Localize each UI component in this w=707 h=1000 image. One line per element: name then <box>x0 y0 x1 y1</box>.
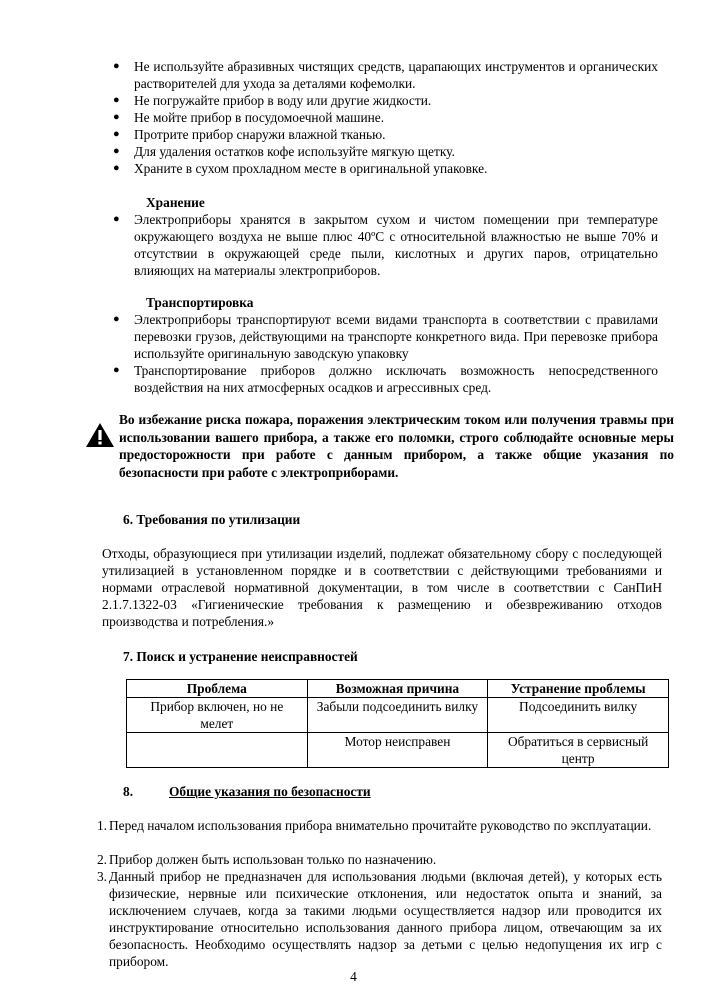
care-bullet-text: Не мойте прибор в посудомоечной машине. <box>134 110 385 125</box>
table-cell: Подсоединить вилку <box>488 698 669 733</box>
safety-heading: Общие указания по безопасности <box>169 784 371 799</box>
table-header-cell: Проблема <box>127 680 308 698</box>
bullet-icon: ● <box>113 60 120 72</box>
table-row <box>127 698 669 733</box>
safety-item-text: Прибор должен быть использован только по назначению. <box>109 852 437 867</box>
table-cell <box>127 733 308 768</box>
safety-item-text: Данный прибор не предназначен для использования людьми (включая детей), у которых есть физические, нервные или психические отклонения, или недостаток опыта и знаний, за исключением случаев, когда за такими людьми осуществляется надзор или проводится их инструктирование относительно использования данного прибора лицом, отвечающим за их безопасность. Необходимо осуществлять надзор за детьми с целью недопущения их игр с прибором. <box>109 869 662 969</box>
care-bullet-text: Не используйте абразивных чистящих средств, царапающих инструментов и органических растворителей для ухода за деталями кофемолки. <box>134 59 658 91</box>
care-bullet-text: Храните в сухом прохладном месте в оригинальной упаковке. <box>134 161 488 176</box>
troubleshooting-heading: 7. Поиск и устранение неисправностей <box>123 649 358 664</box>
bullet-icon: ● <box>113 145 120 157</box>
care-bullet-text: Протрите прибор снаружи влажной тканью. <box>134 127 386 142</box>
care-bullet-text: Не погружайте прибор в воду или другие жидкости. <box>134 93 432 108</box>
troubleshooting-table <box>126 679 669 768</box>
care-bullet-text: Для удаления остатков кофе используйте мягкую щетку. <box>134 144 455 159</box>
bullet-icon: ● <box>113 111 120 123</box>
transport-heading: Транспортировка <box>146 295 254 310</box>
table-cell: Обратиться в сервисный центр <box>488 733 669 768</box>
page-number: 4 <box>350 969 357 984</box>
bullet-icon: ● <box>113 364 120 376</box>
transport-bullet-text: Транспортирование приборов должно исключать возможность непосредственного воздействия на них атмосферных осадков и агрессивных сред. <box>134 363 658 395</box>
bullet-icon: ● <box>113 128 120 140</box>
transport-bullet-text: Электроприборы транспортируют всеми видами транспорта в соответствии с правилами перевозки грузов, действующими на транспорте конкретного вида. При перевозке прибора используйте оригинальную заводскую упаковку <box>134 312 658 361</box>
disposal-heading: 6. Требования по утилизации <box>123 512 301 527</box>
bullet-icon: ● <box>113 313 120 325</box>
disposal-text: Отходы, образующиеся при утилизации изделий, подлежат обязательному сбору с последующей утилизацией в установленном порядке и в соответствии с действующими требованиями и нормами отраслевой нормативной документации, в том числе в соответствии с СанПиН 2.1.7.1322-03 «Гигиенические требования к размещению и обезвреживанию отходов производства и потребления.» <box>102 546 662 629</box>
table-row <box>127 733 669 768</box>
list-number: 1. <box>96 818 107 833</box>
table-header-cell: Возможная причина <box>307 680 488 698</box>
table-cell: Забыли подсоединить вилку <box>307 698 488 733</box>
warning-text: Во избежание риска пожара, поражения электрическим током или получения травмы при использовании вашего прибора, а также его поломки, строго соблюдайте основные меры предосторожности при работе с данным прибором, а также общие указания по безопасности при работе с электроприборами. <box>119 412 674 480</box>
list-number: 2. <box>96 852 107 867</box>
warning-triangle-icon <box>85 422 115 448</box>
table-header-row <box>127 680 669 698</box>
bullet-icon: ● <box>113 162 120 174</box>
list-number: 3. <box>96 869 107 884</box>
storage-heading: Хранение <box>146 195 205 210</box>
table-header-cell: Устранение проблемы <box>488 680 669 698</box>
safety-item-text: Перед началом использования прибора внимательно прочитайте руководство по эксплуатации. <box>109 818 652 833</box>
bullet-icon: ● <box>113 213 120 225</box>
bullet-icon: ● <box>113 94 120 106</box>
table-cell: Мотор неисправен <box>307 733 488 768</box>
storage-text: Электроприборы хранятся в закрытом сухом и чистом помещении при температуре окружающего воздуха не выше плюс 40ºС с относительной влажностью не выше 70% и отсутствии в окружающей среде пыли, кислотных и других паров, отрицательно влияющих на материалы электроприборов. <box>134 212 658 278</box>
table-cell: Прибор включен, но не мелет <box>127 698 308 733</box>
safety-heading-number: 8. <box>123 784 134 799</box>
